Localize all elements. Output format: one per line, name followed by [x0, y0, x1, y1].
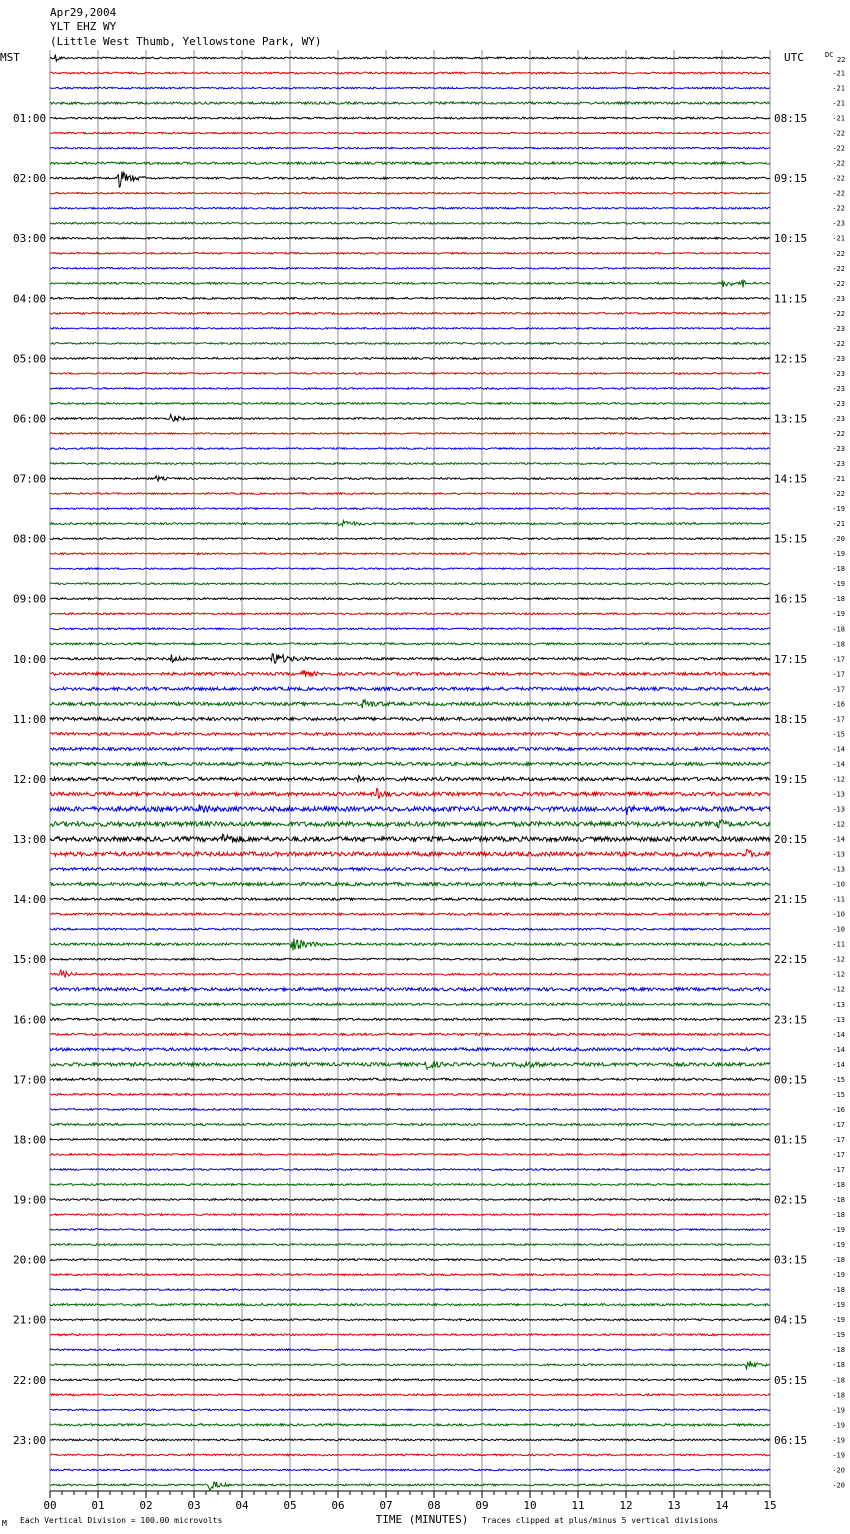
- trace-53: [50, 850, 770, 858]
- dc-offset-50: -12: [832, 820, 845, 829]
- trace-70: [50, 1109, 770, 1111]
- dc-offset-36: -19: [832, 610, 845, 619]
- dc-offset-34: -19: [832, 580, 845, 589]
- dc-offset-33: -18: [832, 565, 845, 574]
- dc-offset-40: -17: [832, 670, 845, 679]
- trace-92: [50, 1439, 770, 1441]
- trace-21: [50, 373, 770, 375]
- dc-offset-48: -13: [832, 790, 845, 799]
- trace-6: [50, 147, 770, 149]
- trace-19: [50, 343, 770, 345]
- trace-58: [50, 928, 770, 930]
- trace-23: [50, 403, 770, 405]
- dc-offset-41: -17: [832, 685, 845, 694]
- dc-offset-49: -13: [832, 805, 845, 814]
- mst-label-18: 18:00: [13, 1133, 47, 1147]
- dc-offset-53: -13: [832, 865, 845, 874]
- utc-label-2: 09:15: [774, 172, 808, 186]
- utc-label-18: 01:15: [774, 1133, 808, 1147]
- trace-13: [50, 253, 770, 255]
- dc-offset-71: -17: [832, 1135, 845, 1144]
- trace-38: [50, 628, 770, 630]
- trace-64: [50, 1018, 770, 1020]
- trace-84: [50, 1319, 770, 1321]
- utc-label-6: 13:15: [774, 412, 808, 426]
- trace-7: [50, 162, 770, 164]
- trace-81: [50, 1274, 770, 1276]
- mst-label-4: 04:00: [13, 292, 47, 306]
- trace-55: [50, 883, 770, 886]
- trace-68: [50, 1078, 770, 1080]
- x-tick-label-13: 13: [667, 1499, 681, 1512]
- dc-offset-42: -16: [832, 700, 845, 709]
- trace-0: [50, 55, 770, 62]
- trace-41: [50, 670, 770, 677]
- trace-60: [50, 958, 770, 960]
- mst-label-10: 10:00: [13, 652, 47, 666]
- trace-45: [50, 733, 770, 736]
- dc-offset-12: -22: [832, 249, 845, 258]
- trace-1: [50, 72, 770, 74]
- dc-offset-6: -22: [832, 159, 845, 168]
- dc-offset-28: -22: [832, 490, 845, 499]
- trace-89: [50, 1394, 770, 1396]
- x-tick-label-10: 10: [523, 1499, 537, 1512]
- dc-offset-69: -16: [832, 1105, 845, 1114]
- trace-26: [50, 448, 770, 450]
- dc-offset-74: -18: [832, 1181, 845, 1189]
- mst-label-12: 12:00: [13, 772, 47, 786]
- mst-label-22: 22:00: [13, 1373, 47, 1387]
- dc-offset-labels: [832, 70, 845, 1490]
- trace-87: [50, 1361, 770, 1370]
- dc-offset-35: -18: [832, 595, 845, 604]
- dc-offset-31: -20: [832, 535, 845, 544]
- dc-offset-56: -10: [832, 910, 845, 919]
- dc-offset-19: -23: [832, 354, 845, 363]
- x-tick-label-9: 09: [475, 1499, 489, 1512]
- dc-offset-86: -18: [832, 1361, 845, 1370]
- trace-76: [50, 1199, 770, 1201]
- left-timezone: MST: [0, 51, 20, 64]
- trace-57: [50, 913, 770, 915]
- trace-15: [50, 280, 770, 288]
- dc-offset-16: -22: [832, 309, 845, 318]
- dc-offset-7: -22: [832, 174, 845, 183]
- trace-8: [50, 172, 770, 188]
- dc-offset-3: -21: [832, 114, 845, 123]
- dc-offset-5: -22: [832, 144, 845, 153]
- trace-94: [50, 1469, 770, 1471]
- trace-62: [50, 988, 770, 991]
- trace-3: [50, 102, 770, 104]
- dc-offset-93: -20: [832, 1466, 845, 1475]
- dc-offset-43: -17: [832, 715, 845, 724]
- utc-label-19: 02:15: [774, 1193, 808, 1207]
- dc-offset-38: -18: [832, 640, 845, 649]
- dc-offset-63: -13: [832, 1015, 845, 1024]
- dc-offset-4: -22: [832, 129, 845, 138]
- trace-74: [50, 1169, 770, 1171]
- x-tick-label-11: 11: [571, 1499, 585, 1512]
- dc-offset-77: -19: [832, 1226, 845, 1235]
- trace-30: [50, 508, 770, 510]
- trace-52: [50, 834, 770, 842]
- minute-gridlines: [50, 50, 770, 1493]
- dc-offset-51: -14: [832, 835, 845, 844]
- utc-label-9: 16:15: [774, 592, 808, 606]
- mst-label-14: 14:00: [13, 893, 47, 907]
- mst-label-7: 07:00: [13, 472, 47, 486]
- utc-label-21: 04:15: [774, 1313, 808, 1327]
- date-label: Apr29,2004: [50, 6, 117, 19]
- trace-9: [50, 192, 770, 194]
- utc-label-8: 15:15: [774, 532, 808, 546]
- dc-offset-80: -19: [832, 1271, 845, 1280]
- mst-label-11: 11:00: [13, 712, 47, 726]
- dc-offset-67: -15: [832, 1075, 845, 1084]
- x-tick-label-15: 15: [763, 1499, 777, 1512]
- trace-32: [50, 538, 770, 540]
- dc-offset-61: -12: [832, 985, 845, 994]
- dc-offset-79: -18: [832, 1256, 845, 1265]
- right-timezone: UTC: [784, 51, 804, 64]
- dc-offset-82: -19: [832, 1301, 845, 1310]
- dc-offset-26: -23: [832, 460, 845, 469]
- trace-78: [50, 1229, 770, 1231]
- x-tick-label-7: 07: [379, 1499, 393, 1512]
- trace-18: [50, 328, 770, 330]
- dc-offset-64: -14: [832, 1030, 845, 1039]
- dc-offset-46: -14: [832, 760, 845, 769]
- dc-offset-2: -21: [832, 99, 845, 108]
- trace-35: [50, 583, 770, 585]
- trace-2: [50, 87, 770, 89]
- mst-label-6: 06:00: [13, 412, 47, 426]
- trace-14: [50, 268, 770, 270]
- mst-hour-labels: [13, 112, 46, 1447]
- trace-93: [50, 1454, 770, 1456]
- utc-label-16: 23:15: [774, 1013, 808, 1027]
- x-tick-label-1: 01: [91, 1499, 105, 1512]
- mst-label-16: 16:00: [13, 1013, 47, 1027]
- dc-offset-18: -22: [832, 339, 845, 348]
- x-axis: [43, 1491, 776, 1512]
- dc-offset-11: -21: [832, 234, 845, 243]
- utc-label-22: 05:15: [774, 1373, 808, 1387]
- dc-offset-91: -19: [832, 1436, 845, 1445]
- trace-47: [50, 762, 770, 765]
- dc-offset-13: -22: [832, 264, 845, 273]
- dc-offset-81: -18: [832, 1286, 845, 1295]
- dc-offset-78: -19: [832, 1241, 845, 1250]
- trace-37: [50, 613, 770, 615]
- trace-91: [50, 1424, 770, 1426]
- trace-71: [50, 1123, 770, 1125]
- dc-offset-68: -15: [832, 1090, 845, 1099]
- mst-label-3: 03:00: [13, 232, 47, 246]
- trace-80: [50, 1259, 770, 1261]
- dc-offset-27: -21: [832, 475, 845, 484]
- corner-mark: M: [2, 1519, 7, 1528]
- trace-83: [50, 1304, 770, 1306]
- dc-offset-20: -23: [832, 369, 845, 378]
- dc-offset-90: -19: [832, 1421, 845, 1430]
- trace-10: [50, 207, 770, 209]
- trace-28: [50, 476, 770, 481]
- dc-offset-37: -18: [832, 625, 845, 634]
- dc-offset-15: -23: [832, 294, 845, 303]
- dc-offset-1: -21: [832, 84, 845, 93]
- mst-label-19: 19:00: [13, 1193, 47, 1207]
- mst-label-20: 20:00: [13, 1253, 47, 1267]
- trace-63: [50, 1003, 770, 1005]
- utc-label-5: 12:15: [774, 352, 808, 366]
- mst-label-8: 08:00: [13, 532, 47, 546]
- dc-offset-89: -19: [832, 1406, 845, 1415]
- seismic-traces: [50, 55, 770, 1490]
- utc-label-23: 06:15: [774, 1433, 808, 1447]
- trace-27: [50, 463, 770, 465]
- trace-88: [50, 1379, 770, 1381]
- trace-36: [50, 598, 770, 600]
- x-tick-label-4: 04: [235, 1499, 249, 1512]
- dc-offset-58: -11: [832, 940, 845, 949]
- dc-offset-9: -22: [832, 204, 845, 213]
- trace-61: [50, 970, 770, 977]
- trace-40: [50, 654, 770, 664]
- dc-offset-60: -12: [832, 970, 845, 979]
- dc-offset-65: -14: [832, 1045, 845, 1054]
- dc-offset-94: -20: [832, 1481, 845, 1490]
- mst-label-23: 23:00: [13, 1433, 47, 1447]
- dc-offset-14: -22: [832, 279, 845, 288]
- dc-offset-92: -19: [832, 1451, 845, 1460]
- trace-44: [50, 717, 770, 720]
- dc-offset-83: -19: [832, 1316, 845, 1325]
- trace-90: [50, 1409, 770, 1411]
- dc-offset-84: -19: [832, 1331, 845, 1340]
- trace-66: [50, 1048, 770, 1051]
- utc-label-12: 19:15: [774, 772, 808, 786]
- trace-77: [50, 1214, 770, 1216]
- x-tick-label-0: 00: [43, 1499, 57, 1512]
- dc-header: DC: [825, 51, 834, 59]
- dc-offset-45: -14: [832, 745, 845, 754]
- trace-25: [50, 433, 770, 435]
- dc-offset-30: -21: [832, 520, 845, 529]
- trace-54: [50, 868, 770, 871]
- trace-12: [50, 237, 770, 239]
- dc-offset-70: -17: [832, 1120, 845, 1129]
- mst-label-9: 09:00: [13, 592, 47, 606]
- mst-label-15: 15:00: [13, 953, 47, 967]
- x-tick-label-14: 14: [715, 1499, 729, 1512]
- dc-offset-8: -22: [832, 189, 845, 198]
- trace-33: [50, 553, 770, 555]
- trace-67: [50, 1062, 770, 1070]
- utc-label-4: 11:15: [774, 292, 808, 306]
- scale-note: Each Vertical Division = 100.00 microvolts: [20, 1516, 223, 1525]
- dc-offset-76: -18: [832, 1211, 845, 1220]
- dc-header-value: 22: [837, 56, 846, 64]
- trace-51: [50, 820, 770, 828]
- trace-5: [50, 132, 770, 134]
- x-tick-label-8: 08: [427, 1499, 441, 1512]
- utc-label-10: 17:15: [774, 652, 808, 666]
- dc-offset-17: -23: [832, 324, 845, 333]
- trace-22: [50, 388, 770, 390]
- utc-label-17: 00:15: [774, 1073, 808, 1087]
- trace-86: [50, 1349, 770, 1351]
- utc-label-1: 08:15: [774, 112, 808, 126]
- trace-95: [50, 1482, 770, 1490]
- trace-11: [50, 222, 770, 224]
- mst-label-21: 21:00: [13, 1313, 47, 1327]
- dc-offset-29: -19: [832, 505, 845, 514]
- trace-50: [50, 805, 770, 815]
- dc-offset-23: -23: [832, 414, 845, 423]
- dc-offset-88: -18: [832, 1391, 845, 1400]
- trace-16: [50, 297, 770, 299]
- trace-24: [50, 415, 770, 422]
- utc-label-11: 18:15: [774, 712, 808, 726]
- dc-offset-75: -18: [832, 1196, 845, 1205]
- trace-59: [50, 938, 770, 950]
- utc-label-3: 10:15: [774, 232, 808, 246]
- x-tick-label-5: 05: [283, 1499, 297, 1512]
- dc-offset-73: -17: [832, 1165, 845, 1174]
- trace-34: [50, 568, 770, 570]
- mst-label-13: 13:00: [13, 833, 47, 847]
- trace-49: [50, 789, 770, 798]
- trace-69: [50, 1093, 770, 1095]
- dc-offset-22: -23: [832, 399, 845, 408]
- trace-82: [50, 1289, 770, 1291]
- dc-offset-59: -12: [832, 955, 845, 964]
- trace-65: [50, 1033, 770, 1035]
- mst-label-17: 17:00: [13, 1073, 47, 1087]
- location-label: (Little West Thumb, Yellowstone Park, WY): [50, 35, 322, 48]
- trace-79: [50, 1244, 770, 1246]
- utc-hour-labels: [774, 112, 807, 1447]
- utc-label-7: 14:15: [774, 472, 808, 486]
- dc-offset-39: -17: [832, 655, 845, 664]
- trace-85: [50, 1334, 770, 1336]
- dc-offset-21: -23: [832, 384, 845, 393]
- dc-offset-55: -11: [832, 895, 845, 904]
- trace-4: [50, 117, 770, 119]
- trace-72: [50, 1139, 770, 1141]
- dc-offset-32: -19: [832, 550, 845, 559]
- trace-75: [50, 1184, 770, 1186]
- mst-label-5: 05:00: [13, 352, 47, 366]
- dc-offset-47: -12: [832, 775, 845, 784]
- dc-offset-62: -13: [832, 1000, 845, 1009]
- trace-73: [50, 1154, 770, 1156]
- trace-20: [50, 358, 770, 360]
- dc-offset-24: -22: [832, 430, 845, 438]
- dc-offset-54: -10: [832, 880, 845, 889]
- dc-offset-66: -14: [832, 1060, 845, 1069]
- utc-label-13: 20:15: [774, 833, 808, 847]
- x-tick-label-6: 06: [331, 1499, 345, 1512]
- trace-29: [50, 493, 770, 495]
- dc-offset-44: -15: [832, 730, 845, 739]
- dc-offset-72: -17: [832, 1150, 845, 1159]
- dc-offset-25: -23: [832, 445, 845, 454]
- trace-39: [50, 643, 770, 645]
- x-tick-label-2: 02: [139, 1499, 153, 1512]
- trace-31: [50, 521, 770, 526]
- x-tick-label-12: 12: [619, 1499, 633, 1512]
- dc-offset-57: -10: [832, 925, 845, 934]
- trace-42: [50, 687, 770, 690]
- dc-offset-10: -23: [832, 219, 845, 228]
- mst-label-2: 02:00: [13, 172, 47, 186]
- x-axis-title: TIME (MINUTES): [375, 1513, 469, 1526]
- dc-offset-87: -18: [832, 1376, 845, 1385]
- utc-label-15: 22:15: [774, 953, 808, 967]
- clip-note: Traces clipped at plus/minus 5 vertical divisions: [482, 1516, 719, 1525]
- trace-56: [50, 898, 770, 900]
- dc-offset-0: -21: [832, 69, 845, 78]
- dc-offset-52: -13: [832, 850, 845, 859]
- utc-label-14: 21:15: [774, 893, 808, 907]
- trace-46: [50, 748, 770, 751]
- station-label: YLT EHZ WY: [50, 20, 117, 33]
- trace-17: [50, 312, 770, 314]
- mst-label-1: 01:00: [13, 112, 47, 126]
- trace-43: [50, 700, 770, 709]
- trace-48: [50, 776, 770, 783]
- x-tick-label-3: 03: [187, 1499, 201, 1512]
- dc-offset-85: -18: [832, 1346, 845, 1355]
- utc-label-20: 03:15: [774, 1253, 808, 1267]
